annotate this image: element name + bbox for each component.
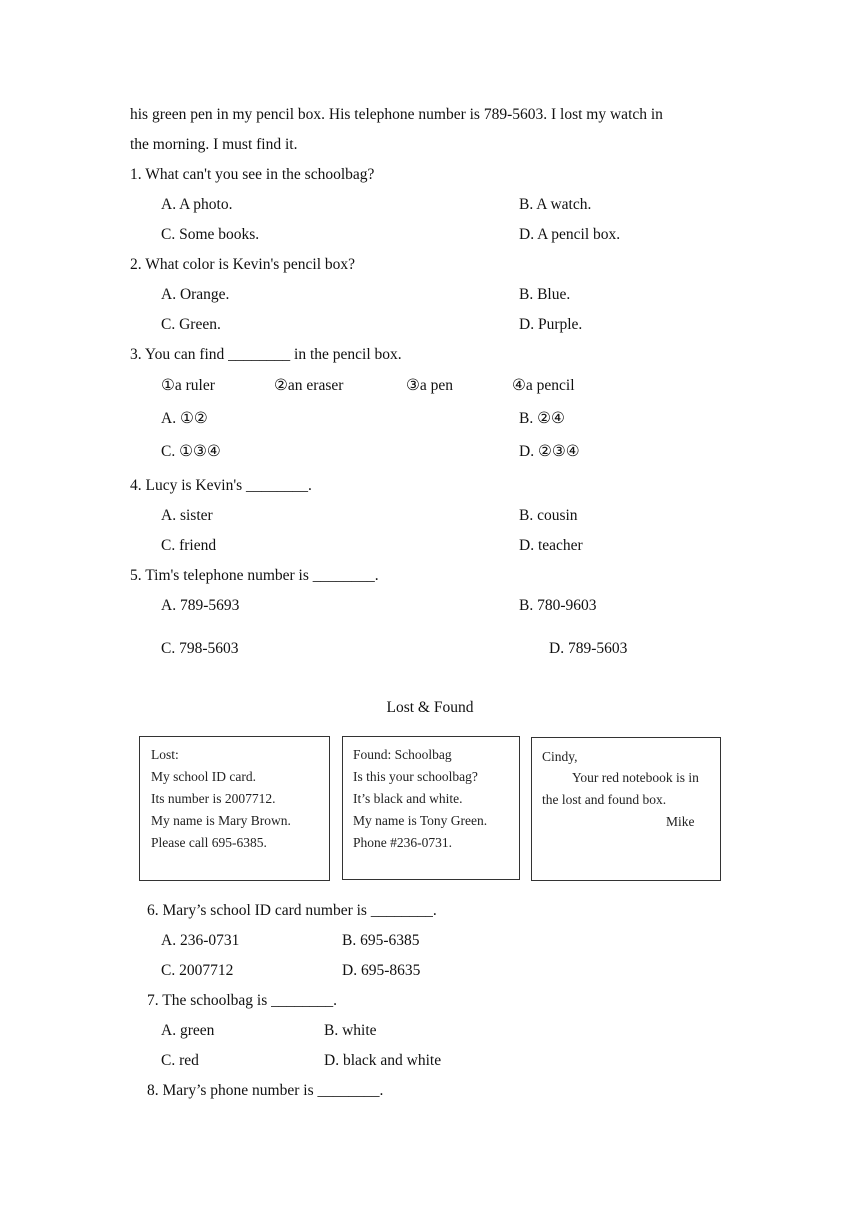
question-2-option-a: A. Orange.	[161, 286, 230, 303]
found-notice-line-3: It’s black and white.	[353, 791, 463, 806]
question-3-option-d: D. ②③④	[519, 443, 580, 460]
question-1-option-a: A. A photo.	[161, 196, 233, 213]
question-5-option-d: D. 789-5603	[549, 640, 628, 657]
question-3-item-4: ④a pencil	[512, 377, 575, 394]
question-2-option-c: C. Green.	[161, 316, 221, 333]
question-3-stem: 3. You can find ________ in the pencil box.	[130, 346, 402, 363]
question-7-option-a: A. green	[161, 1022, 215, 1039]
lost-notice-line-3: Its number is 2007712.	[151, 791, 276, 806]
question-2-option-d: D. Purple.	[519, 316, 583, 333]
question-3-option-a: A. ①②	[161, 410, 208, 427]
question-3-item-1: ①a ruler	[161, 377, 215, 394]
found-notice	[342, 736, 520, 880]
question-1-stem: 1. What can't you see in the schoolbag?	[130, 166, 375, 183]
question-6-option-c: C. 2007712	[161, 962, 234, 979]
question-7-option-c: C. red	[161, 1052, 199, 1069]
question-4-option-a: A. sister	[161, 507, 213, 524]
question-5-stem: 5. Tim's telephone number is ________.	[130, 567, 379, 584]
question-3-item-3: ③a pen	[406, 377, 454, 394]
question-1-option-c: C. Some books.	[161, 226, 260, 243]
passage-line-1: his green pen in my pencil box. His telephone number is 789-5603. I lost my watch in	[130, 106, 663, 123]
question-1-option-d: D. A pencil box.	[519, 226, 621, 243]
question-4-option-c: C. friend	[161, 537, 217, 554]
note-card-greeting: Cindy,	[542, 749, 578, 764]
found-notice-line-5: Phone #236-0731.	[353, 835, 452, 850]
note-card	[531, 737, 721, 881]
lost-notice-line-1: Lost:	[151, 747, 179, 762]
note-card-signature: Mike	[666, 814, 695, 829]
note-card-line-2: Your red notebook is in	[572, 770, 699, 785]
question-8-stem: 8. Mary’s phone number is ________.	[147, 1082, 384, 1099]
lost-notice-line-2: My school ID card.	[151, 769, 256, 784]
question-1-option-b: B. A watch.	[519, 196, 592, 213]
question-5-option-c: C. 798-5603	[161, 640, 239, 657]
question-3-option-b: B. ②④	[519, 410, 565, 427]
question-6-stem: 6. Mary’s school ID card number is ________.	[147, 902, 437, 919]
lost-notice-line-5: Please call 695-6385.	[151, 835, 267, 850]
question-6-option-b: B. 695-6385	[342, 932, 420, 949]
question-4-stem: 4. Lucy is Kevin's ________.	[130, 477, 312, 494]
lost-notice-line-4: My name is Mary Brown.	[151, 813, 291, 828]
found-notice-line-1: Found: Schoolbag	[353, 747, 452, 762]
question-4-option-b: B. cousin	[519, 507, 578, 524]
question-4-option-d: D. teacher	[519, 537, 583, 554]
question-6-option-a: A. 236-0731	[161, 932, 240, 949]
question-3-item-2: ②an eraser	[274, 377, 344, 394]
passage-line-2: the morning. I must find it.	[130, 136, 298, 153]
note-card-line-3: the lost and found box.	[542, 792, 667, 807]
question-6-option-d: D. 695-8635	[342, 962, 421, 979]
found-notice-line-2: Is this your schoolbag?	[353, 769, 478, 784]
lost-notice	[139, 736, 330, 881]
question-2-stem: 2. What color is Kevin's pencil box?	[130, 256, 356, 273]
question-7-option-d: D. black and white	[324, 1052, 442, 1069]
question-3-option-c: C. ①③④	[161, 443, 221, 460]
question-5-option-a: A. 789-5693	[161, 597, 240, 614]
question-7-option-b: B. white	[324, 1022, 377, 1039]
question-2-option-b: B. Blue.	[519, 286, 571, 303]
question-5-option-b: B. 780-9603	[519, 597, 597, 614]
section-title: Lost & Found	[386, 699, 474, 716]
question-7-stem: 7. The schoolbag is ________.	[147, 992, 338, 1009]
found-notice-line-4: My name is Tony Green.	[353, 813, 488, 828]
